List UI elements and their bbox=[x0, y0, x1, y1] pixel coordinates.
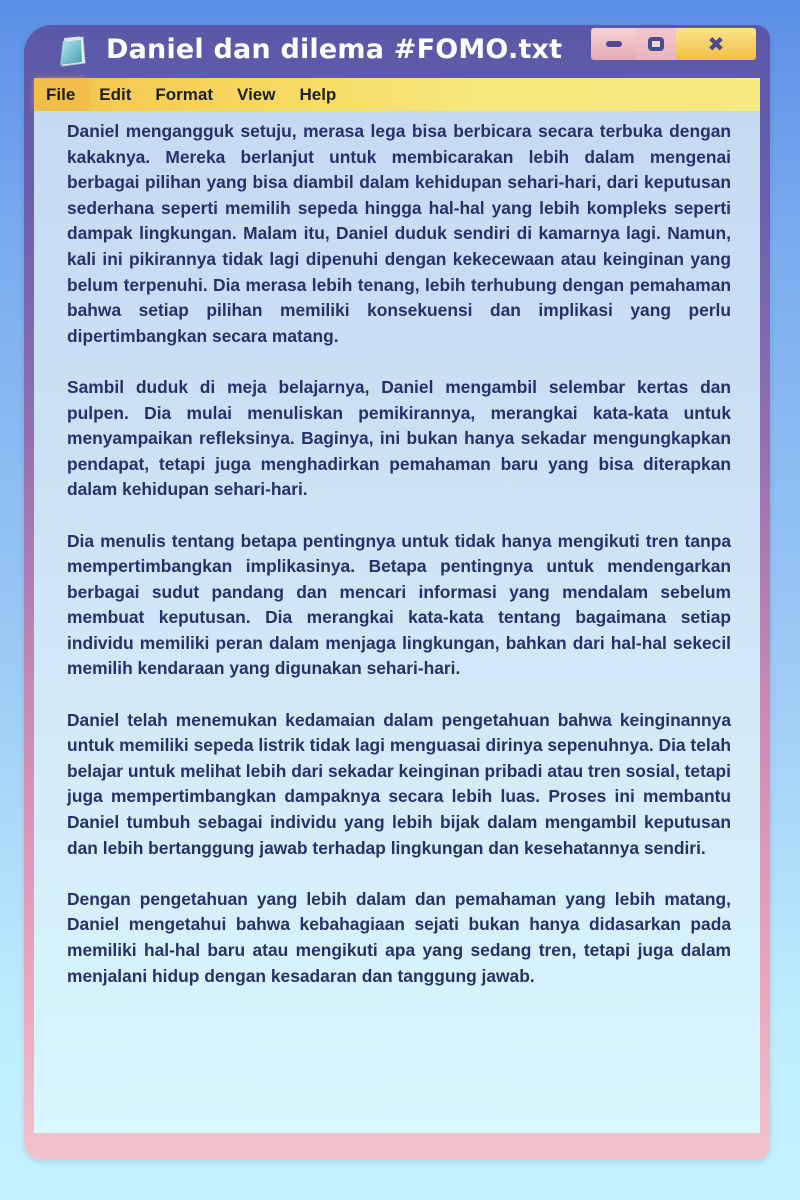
paragraph: Dia menulis tentang betapa pentingnya untuk tidak hanya mengikuti tren tanpa mempertimbangkan implikasinya. Betapa pentingnya untuk mendengarkan berbagai sudut pandang dan mencari informasi yang mendalam sebelum membuat keputusan. Dia merangkai kata-kata tentang bagaimana setiap individu memiliki peran dalam menjaga lingkungan, bahkan dari hal-hal sekecil memilih kendaraan yang digunakan sehari-hari. bbox=[67, 530, 731, 679]
maximize-icon bbox=[648, 37, 664, 51]
window-title: Daniel dan dilema #FOMO.txt bbox=[106, 34, 563, 65]
paragraph: Daniel telah menemukan kedamaian dalam pengetahuan bahwa keinginannya untuk memiliki sepeda listrik tidak lagi menguasai dirinya sepenuhnya. Dia telah belajar untuk melihat lebih dari sekadar keinginan pribadi atau tren sosial, tetapi juga mempertimbangkan dampaknya secara lebih luas. Proses ini membantu Daniel tumbuh sebagai individu yang lebih bijak dalam mengambil keputusan dan lebih bertanggung jawab terhadap lingkungan dan kesehatannya sendiri. bbox=[67, 709, 731, 858]
menu-format[interactable]: Format bbox=[155, 85, 214, 104]
minimize-button[interactable] bbox=[591, 28, 636, 60]
close-icon: ✖ bbox=[707, 32, 725, 56]
paragraph: Sambil duduk di meja belajarnya, Daniel mengambil selembar kertas dan pulpen. Dia mulai menuliskan pemikirannya, merangkai kata-kata untuk menyampaikan refleksinya. Baginya, ini bukan hanya sekadar mengungkapkan pendapat, tetapi juga menghadirkan pemahaman baru yang bisa diterapkan dalam kehidupan sehari-hari. bbox=[67, 376, 731, 500]
close-button[interactable] bbox=[676, 28, 756, 60]
paragraph: Dengan pengetahuan yang lebih dalam dan pemahaman yang lebih matang, Daniel mengetahui bahwa kebahagiaan sejati bukan hanya didasarkan pada memiliki hal-hal baru atau mengikuti apa yang sedang tren, tetapi juga dalam menjalani hidup dengan kesadaran dan tanggung jawab. bbox=[67, 888, 731, 986]
notepad-icon bbox=[56, 35, 90, 69]
menu-help[interactable]: Help bbox=[299, 85, 337, 104]
menu-view[interactable]: View bbox=[237, 85, 276, 104]
paragraph: Daniel mengangguk setuju, merasa lega bisa berbicara secara terbuka dengan kakaknya. Mereka berlanjut untuk membicarakan lebih dalam mengenai berbagai pilihan yang bisa diambil dalam kehidupan sehari-hari, dari keputusan sederhana seperti memilih sepeda hingga hal-hal yang lebih kompleks seperti dampak lingkungan. Malam itu, Daniel duduk sendiri di kamarnya lagi. Namun, kali ini pikirannya tidak lagi dipenuhi dengan kekecewaan atau keinginan yang belum terpenuhi. Dia merasa lebih tenang, lebih terhubung dengan pemahaman bahwa setiap pilihan memiliki konsekuensi dan implikasi yang perlu dipertimbangkan secara matang. bbox=[67, 121, 731, 346]
title-bar[interactable] bbox=[24, 25, 770, 77]
maximize-button[interactable] bbox=[636, 28, 676, 60]
text-editor-area[interactable] bbox=[34, 111, 760, 1133]
window-controls bbox=[591, 28, 756, 60]
menu-file[interactable]: File bbox=[34, 78, 87, 111]
menu-bar bbox=[34, 78, 760, 111]
notepad-window bbox=[24, 25, 770, 1160]
document-text bbox=[67, 119, 731, 1015]
menu-edit[interactable]: Edit bbox=[99, 85, 132, 104]
minimize-icon bbox=[606, 41, 622, 47]
